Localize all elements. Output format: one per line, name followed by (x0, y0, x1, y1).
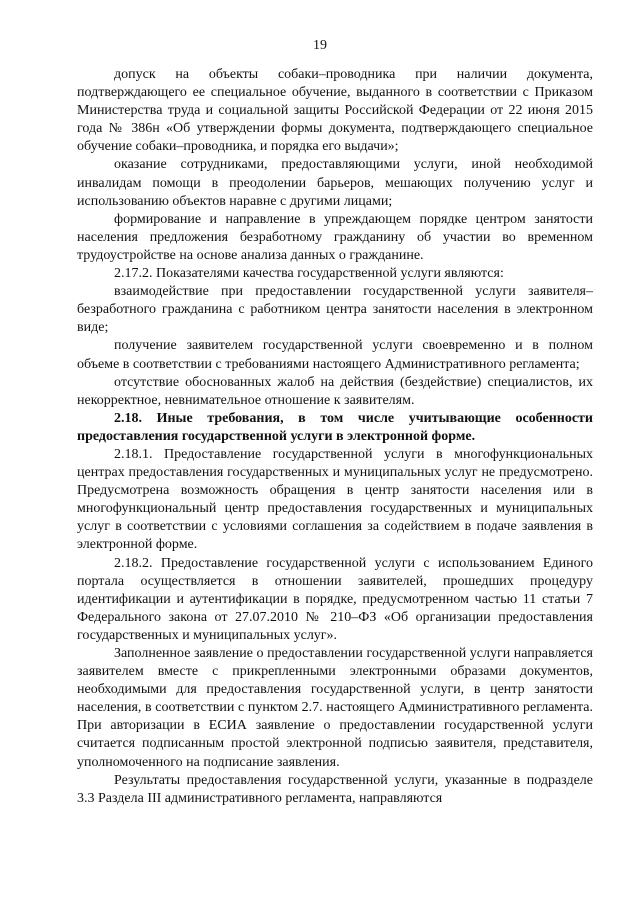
paragraph: взаимодействие при предоставлении государственной услуги заявителя–безработного гражданина с работником центра занятости населения в электронном виде; (77, 284, 593, 336)
paragraph: Заполненное заявление о предоставлении государственной услуги направляется заявителем вместе с прикрепленными электронными образами документов, необходимыми для предоставления государственной услуги, в центр занятости населения, в соответствии с пунктом 2.7. настоящего Административного регламента. При авторизации в ЕСИА заявление о предоставлении государственной услуги считается подписанным простой электронной подписью заявителя, представителя, уполномоченного на подписание заявления. (77, 646, 593, 770)
paragraph: отсутствие обоснованных жалоб на действия (бездействие) специалистов, их некорректное, невнимательное отношение к заявителям. (77, 374, 593, 408)
document-body (77, 66, 593, 808)
paragraph: Результаты предоставления государственной услуги, указанные в подразделе 3.3 Раздела III административного регламента, направляются (77, 772, 593, 806)
paragraph: получение заявителем государственной услуги своевременно и в полном объеме в соответствии с требованиями настоящего Административного регламента; (77, 338, 593, 372)
paragraph: 2.18.2. Предоставление государственной услуги с использованием Единого портала осуществляется в отношении заявителей, прошедших процедуру идентификации и аутентификации в порядке, предусмотренном частью 11 статьи 7 Федерального закона от 27.07.2010 № 210–ФЗ «Об организации предоставления государственных и муниципальных услуг». (77, 555, 593, 643)
page-number: 19 (313, 38, 327, 53)
paragraph: формирование и направление в упреждающем порядке центром занятости населения предложения безработному гражданину об участии во временном трудоустройстве на основе анализа данных о гражданине. (77, 211, 593, 263)
section-heading: 2.18. Иные требования, в том числе учитывающие особенности предоставления государственной услуги в электронной форме. (77, 410, 593, 444)
paragraph: допуск на объекты собаки–проводника при наличии документа, подтверждающего ее специальное обучение, выданного в соответствии с Приказом Министерства труда и социальной защиты Российской Федерации от 22 июня 2015 года № 386н «Об утверждении формы документа, подтверждающего специальное обучение собаки–проводника, и порядка его выдачи»; (77, 67, 593, 155)
paragraph: 2.18.1. Предоставление государственной услуги в многофункциональных центрах предоставления государственных и муниципальных услуг не предусмотрено. Предусмотрена возможность обращения в центр занятости населения или в многофункциональный центр предоставления государственных и муниципальных услуг в соответствии с условиями соглашения за содействием в подаче заявления в электронной форме. (77, 446, 593, 553)
paragraph: 2.17.2. Показателями качества государственной услуги являются: (114, 266, 504, 282)
paragraph: оказание сотрудниками, предоставляющими услуги, иной необходимой инвалидам помощи в преодолении барьеров, мешающих получению услуг и использованию объектов наравне с другими лицами; (77, 157, 593, 209)
